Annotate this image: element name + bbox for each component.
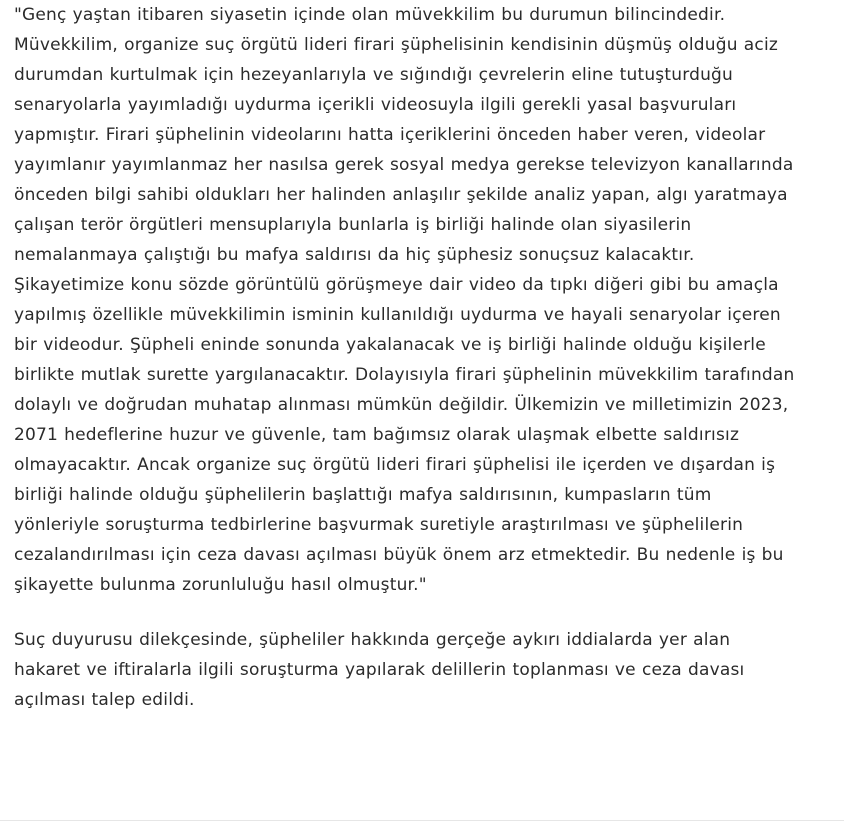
quote-paragraph: "Genç yaştan itibaren siyasetin içinde olan müvekkilim bu durumun bilincindedir. Müvekkilim, organize suç örgütü lideri firari şüphelisinin kendisinin düşmüş olduğu aciz durumdan kurtulmak için hezeyanlarıyla ve sığındığı çevrelerin eline tutuşturduğu senaryolarla yayımladığı uydurma içerikli videosuyla ilgili gerekli yasal başvuruları yapmıştır. Firari şüphelinin videolarını hatta içeriklerini önceden haber veren, videolar yayımlanır yayımlanmaz her nasılsa gerek sosyal medya gerekse televizyon kanallarında önceden bilgi sahibi oldukları her halinden anlaşılır şekilde analiz yapan, algı yaratmaya çalışan terör örgütleri mensuplarıyla bunlarla iş birliği halinde olan siyasilerin nemalanmaya çalıştığı bu mafya saldırısı da hiç şüphesiz sonuçsuz kalacaktır. Şikayetimize konu sözde görüntülü görüşmeye dair video da tıpkı diğeri gibi bu amaçla yapılmış özellikle müvekkilimin isminin kullanıldığı uydurma ve hayali senaryolar içeren bir videodur. Şüpheli eninde sonunda yakalanacak ve iş birliği halinde olduğu kişilerle birlikte mutlak surette yargılanacaktır. Dolayısıyla firari şüphelinin müvekkilim tarafından dolaylı ve doğrudan muhatap alınması mümkün değildir. Ülkemizin ve milletimizin 2023, 2071 hedeflerine huzur ve güvenle, tam bağımsız olarak ulaşmak elbette saldırısız olmayacaktır. Ancak organize suç örgütü lideri firari şüphelisi ile içerden ve dışardan iş birliği halinde olduğu şüphelilerin başlattığı mafya saldırısının, kumpasların tüm yönleriyle soruşturma tedbirlerine başvurmak suretiyle araştırılması ve şüphelilerin cezalandırılması için ceza davası açılması büyük önem arz etmektedir. Bu nedenle iş bu şikayette bulunma zorunluluğu hasıl olmuştur." [14,5,795,595]
article-body [14,0,799,715]
body-paragraph: Suç duyurusu dilekçesinde, şüpheliler hakkında gerçeğe aykırı iddialarda yer alan hakaret ve iftiralarla ilgili soruşturma yapılarak delillerin toplanması ve ceza davası açılması talep edildi. [14,630,745,710]
divider [0,820,844,821]
